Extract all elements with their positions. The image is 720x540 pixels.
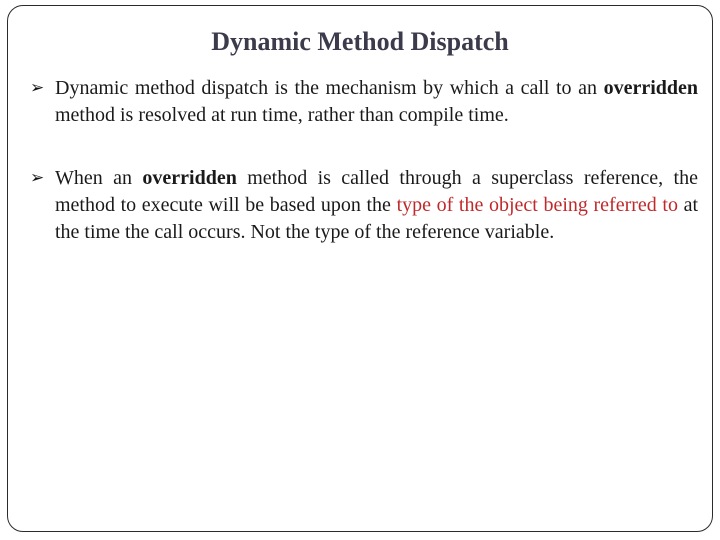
bullet-text-part: Dynamic method dispatch is the mechanism by which a call to an	[55, 77, 604, 99]
bullet-text-part: method is called through a superclass reference, the method to execute will be based upon the	[55, 167, 698, 216]
bullet-point	[30, 165, 698, 246]
bullet-point	[30, 75, 698, 129]
bullet-text-part: at the time the call occurs. Not the type of the reference variable.	[55, 194, 699, 243]
slide-title: Dynamic Method Dispatch	[211, 27, 509, 56]
arrow-right-icon: ➢	[30, 168, 45, 188]
bullet-text	[55, 75, 698, 129]
slide-frame	[7, 5, 713, 532]
bullet-text	[55, 165, 698, 246]
arrow-right-icon: ➢	[30, 78, 45, 98]
highlighted-phrase: type of the object being referred to	[396, 194, 678, 216]
bold-term: overridden	[142, 167, 237, 189]
bullet-text-part: When an	[55, 167, 143, 189]
bullet-text-part: method is resolved at run time, rather than compile time.	[55, 104, 509, 126]
bold-term: overridden	[603, 77, 698, 99]
